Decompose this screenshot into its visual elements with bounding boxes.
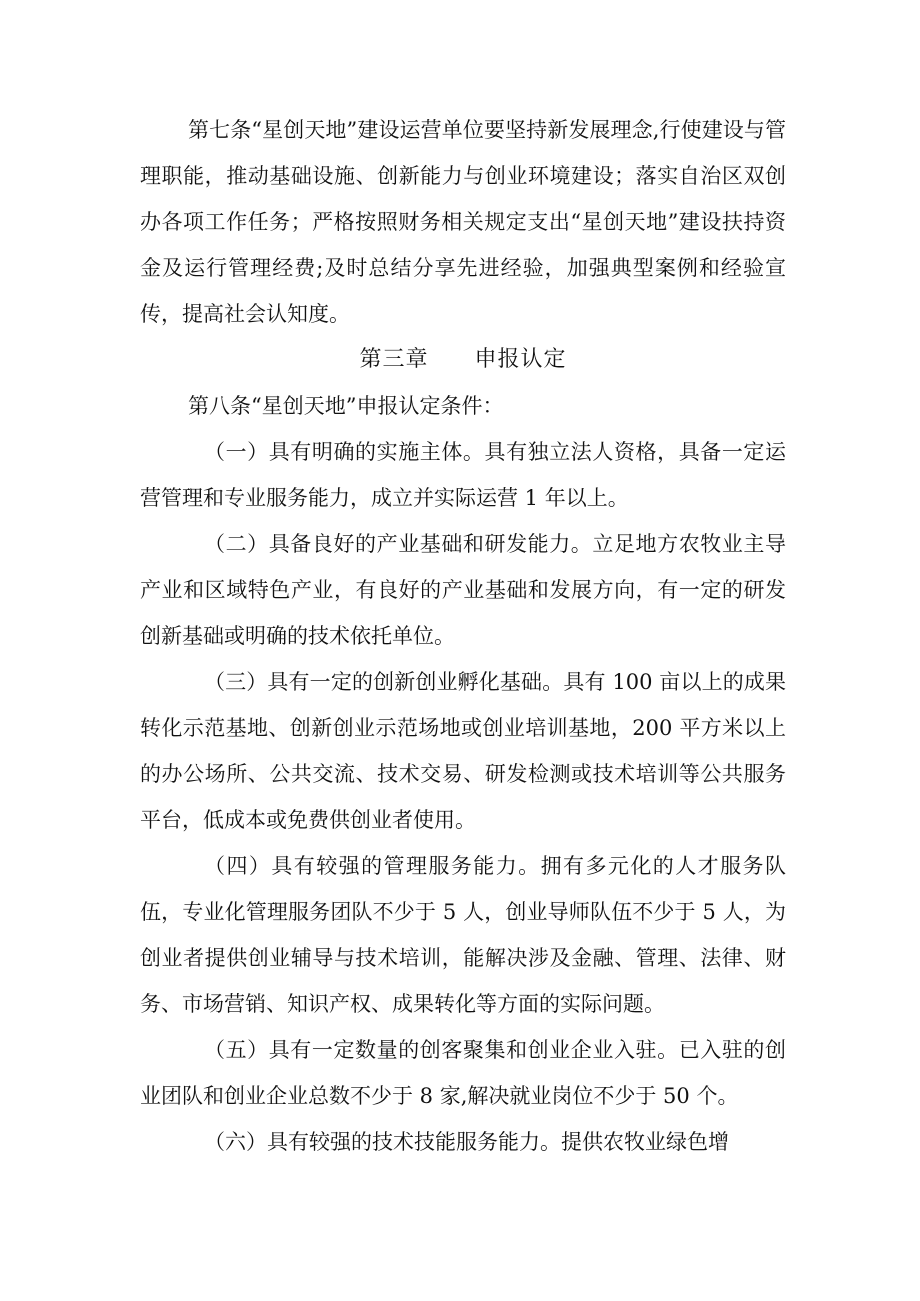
chapter-title: 申报认定 <box>474 347 567 372</box>
condition-item-6: （六）具有较强的技术技能服务能力。提供农牧业绿色增 <box>204 1130 729 1154</box>
condition-item-2: （二）具备良好的产业基础和研发能力。立足地方农牧业主导产业和区域特色产业，有良好的产业基础和发展方向，有一定的研发创新基础或明确的技术依托单位。 <box>140 532 786 648</box>
chapter-heading <box>140 337 786 383</box>
condition-item-1: （一）具有明确的实施主体。具有独立法人资格，具备一定运营管理和专业服务能力，成立并实际运营 1 年以上。 <box>140 440 786 510</box>
chapter-number: 第三章 <box>359 347 429 372</box>
condition-item-4: （四）具有较强的管理服务能力。拥有多元化的人才服务队伍，专业化管理服务团队不少于 5 人，创业导师队伍不少于 5 人，为创业者提供创业辅导与技术培训，能解决涉及金融、管理、法律、财务、市场营销、知识产权、成果转化等方面的实际问题。 <box>140 854 786 1016</box>
article-7-paragraph: 第七条“星创天地”建设运营单位要坚持新发展理念,行使建设与管理职能，推动基础设施、创新能力与创业环境建设；落实自治区双创办各项工作任务；严格按照财务相关规定支出“星创天地”建设扶持资金及运行管理经费;及时总结分享先进经验，加强典型案例和经验宣传，提高社会认知度。 <box>140 118 786 326</box>
document-body <box>140 107 786 1165</box>
condition-item-5: （五）具有一定数量的创客聚集和创业企业入驻。已入驻的创业团队和创业企业总数不少于 8 家,解决就业岗位不少于 50 个。 <box>140 1038 786 1108</box>
article-8-heading: 第八条“星创天地”申报认定条件： <box>188 394 504 418</box>
condition-item-3: （三）具有一定的创新创业孵化基础。具有 100 亩以上的成果转化示范基地、创新创业示范场地或创业培训基地，200 平方米以上的办公场所、公共交流、技术交易、研发检测或技术培训等公共服务平台，低成本或免费供创业者使用。 <box>140 670 786 832</box>
